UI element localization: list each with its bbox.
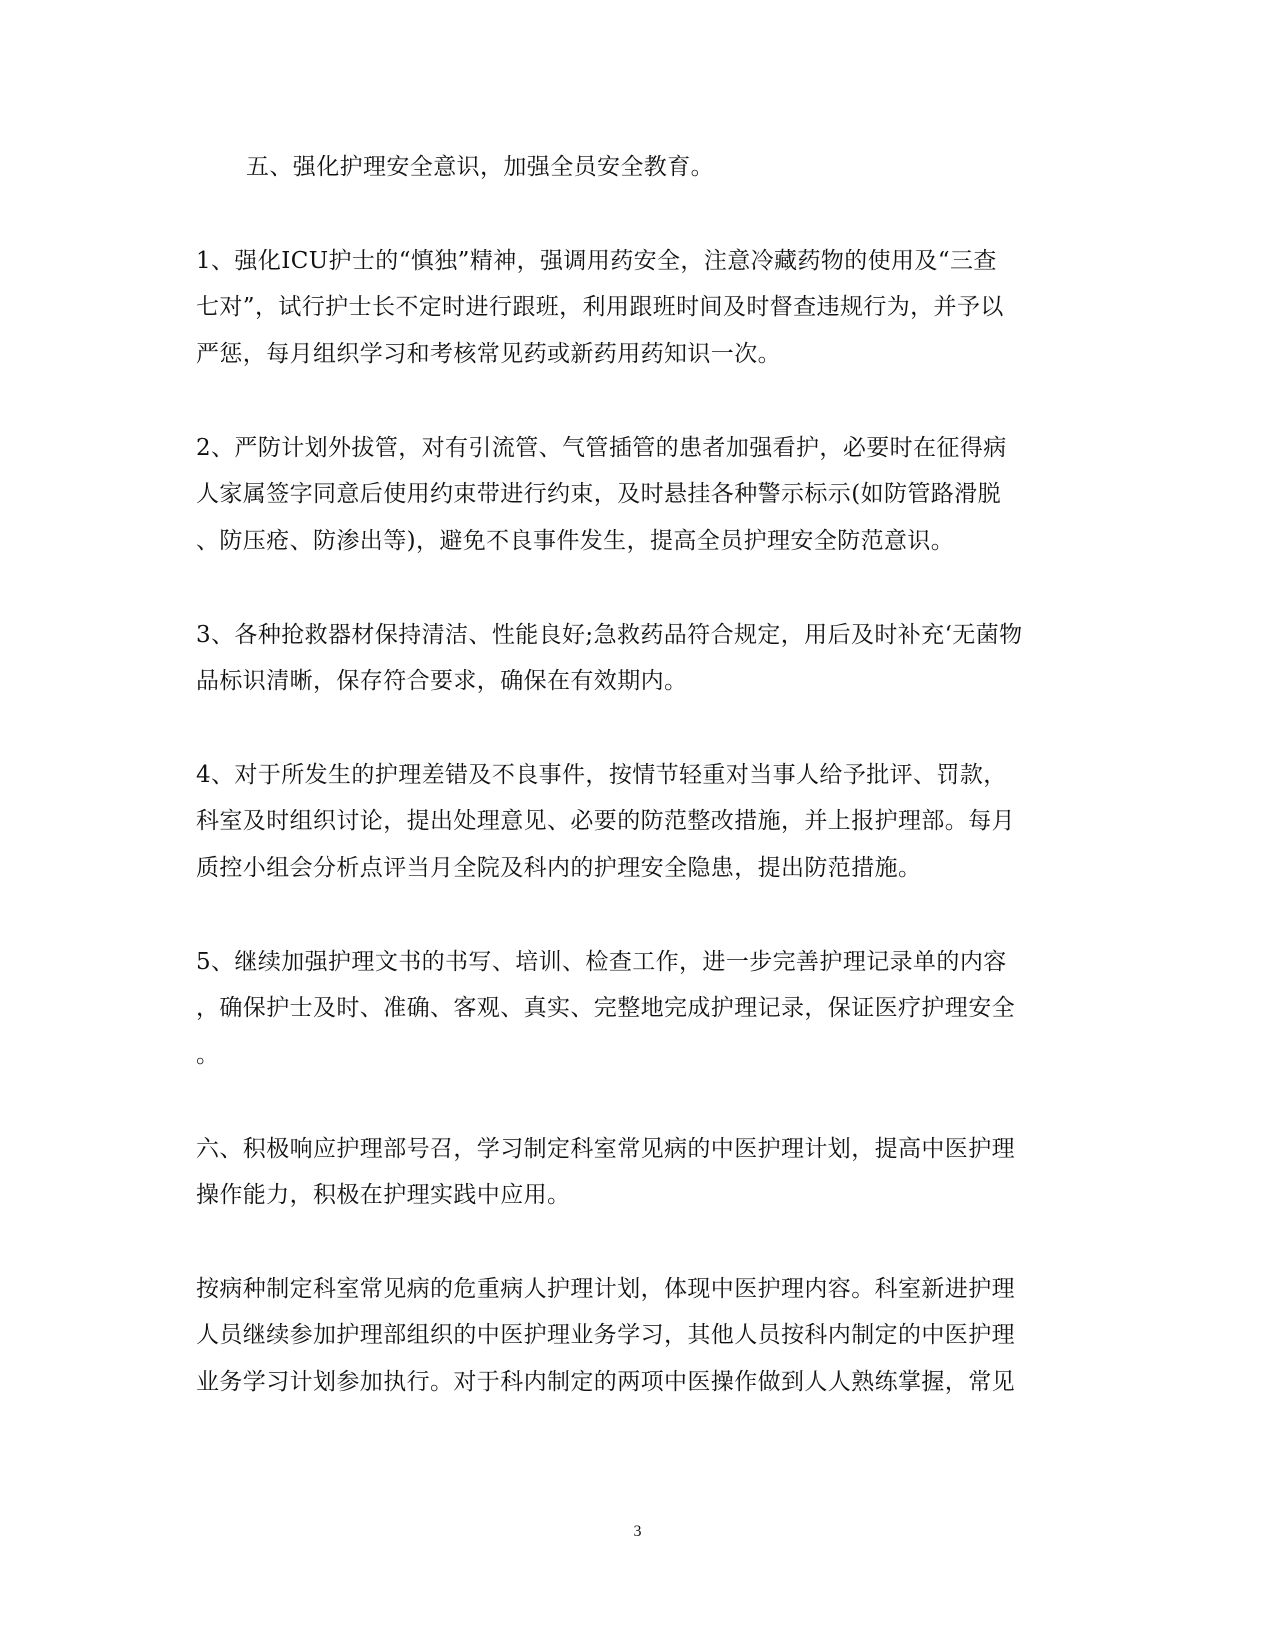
- section-six-line-2: 操作能力，积极在护理实践中应用。: [196, 1182, 571, 1208]
- item-5-line-3: 。: [196, 1042, 220, 1068]
- item-3-line-1: 3、各种抢救器材保持清洁、性能良好;急救药品符合规定，用后及时补充‘无菌物: [196, 622, 1023, 648]
- item-1-line-1: 1、强化ICU护士的“慎独”精神，强调用药安全，注意冷藏药物的使用及“三查: [196, 248, 997, 274]
- section-five-heading: 五、强化护理安全意识，加强全员安全教育。: [246, 154, 714, 180]
- section-six-body-line-2: 人员继续参加护理部组织的中医护理业务学习，其他人员按科内制定的中医护理: [196, 1322, 1015, 1348]
- page-number: 3: [633, 1523, 642, 1540]
- item-4-line-2: 科室及时组织讨论，提出处理意见、必要的防范整改措施，并上报护理部。每月: [196, 808, 1015, 834]
- item-4-line-1: 4、对于所发生的护理差错及不良事件，按情节轻重对当事人给予批评、罚款，: [196, 762, 1007, 788]
- item-4-line-3: 质控小组会分析点评当月全院及科内的护理安全隐患，提出防范措施。: [196, 855, 922, 881]
- item-1-line-3: 严惩，每月组织学习和考核常见药或新药用药知识一次。: [196, 341, 781, 367]
- section-six-body-line-1: 按病种制定科室常见病的危重病人护理计划，体现中医护理内容。科室新进护理: [196, 1276, 1015, 1302]
- section-six-line-1: 六、积极响应护理部号召，学习制定科室常见病的中医护理计划，提高中医护理: [196, 1136, 1015, 1162]
- item-2-line-3: 、防压疮、防渗出等)，避免不良事件发生，提高全员护理安全防范意识。: [196, 528, 955, 554]
- item-2-line-2: 人家属签字同意后使用约束带进行约束，及时悬挂各种警示标示(如防管路滑脱: [196, 481, 1001, 507]
- section-six-body-line-3: 业务学习计划参加执行。对于科内制定的两项中医操作做到人人熟练掌握，常见: [196, 1369, 1015, 1395]
- item-5-line-2: ，确保护士及时、准确、客观、真实、完整地完成护理记录，保证医疗护理安全: [196, 995, 1015, 1021]
- item-1-line-2: 七对”，试行护士长不定时进行跟班，利用跟班时间及时督查违规行为，并予以: [196, 294, 1004, 320]
- item-2-line-1: 2、严防计划外拔管，对有引流管、气管插管的患者加强看护，必要时在征得病: [196, 435, 1007, 461]
- item-3-line-2: 品标识清晰，保存符合要求，确保在有效期内。: [196, 668, 688, 694]
- item-5-line-1: 5、继续加强护理文书的书写、培训、检查工作，进一步完善护理记录单的内容: [196, 949, 1007, 975]
